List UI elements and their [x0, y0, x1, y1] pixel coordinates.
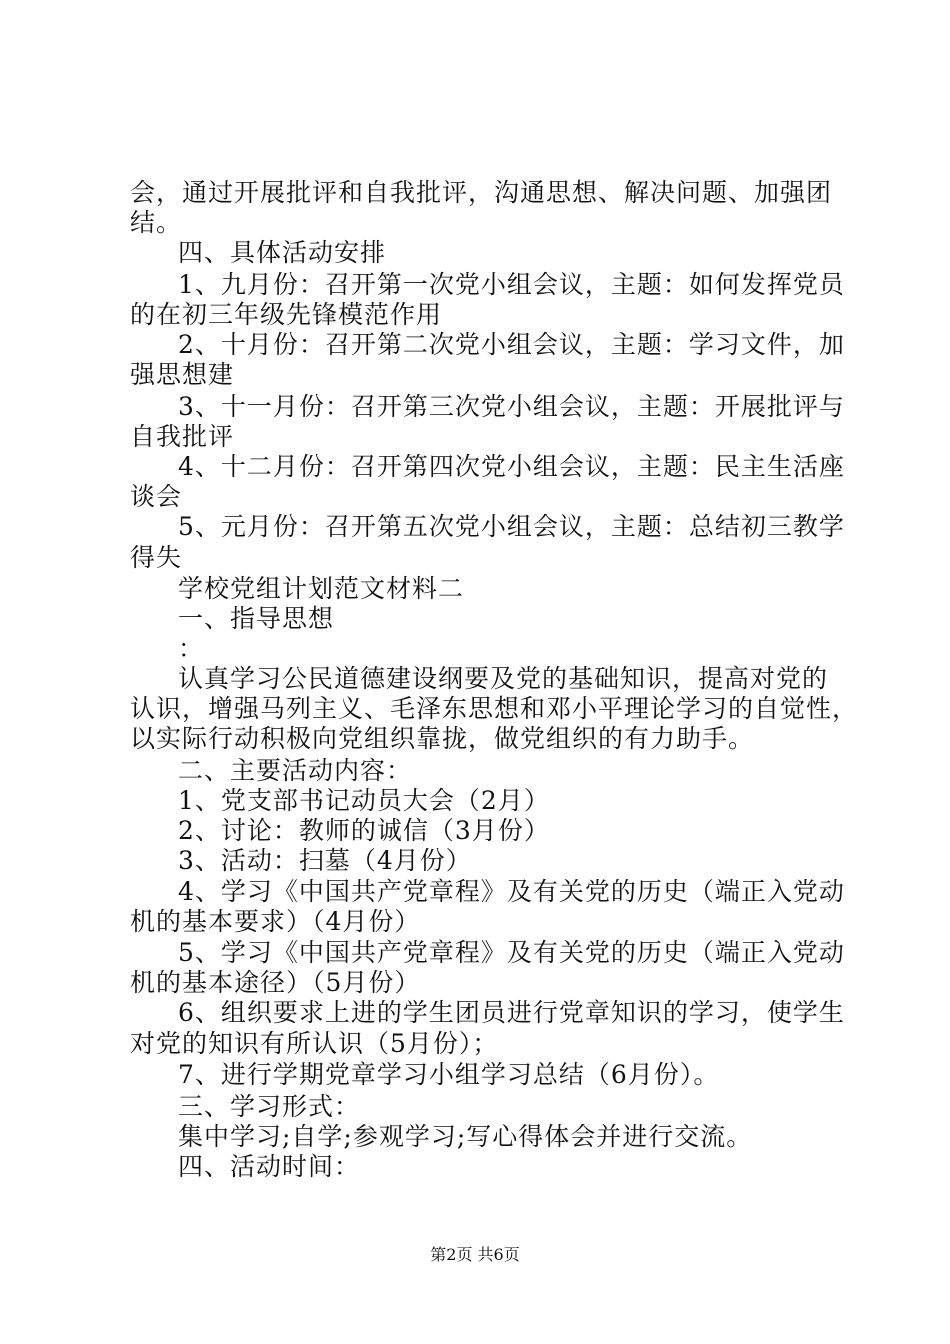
text-line: 以实际行动积极向党组织靠拢，做党组织的有力助手。: [130, 724, 755, 753]
text-line: 1、九月份：召开第一次党小组会议，主题：如何发挥党员: [178, 270, 845, 299]
page-footer: 第2页 共6页: [430, 1245, 520, 1264]
text-line: 2、十月份：召开第二次党小组会议，主题：学习文件，加: [178, 330, 845, 359]
text-line: 强思想建: [130, 360, 235, 389]
text-line: 会，通过开展批评和自我批评，沟通思想、解决问题、加强团: [130, 178, 833, 207]
list-item: 6、组织要求上进的学生团员进行党章知识的学习，使学生: [178, 998, 845, 1027]
document-subtitle: 学校党组计划范文材料二: [178, 574, 465, 603]
text-line: 认真学习公民道德建设纲要及党的基础知识，提高对党的: [178, 664, 829, 693]
text-line: 的在初三年级先锋模范作用: [130, 300, 443, 329]
text-line: 自我批评: [130, 422, 235, 451]
section-heading: 四、具体活动安排: [178, 238, 387, 267]
list-item: 1、党支部书记动员大会（2月）: [178, 786, 550, 815]
text-line: 谈会: [130, 482, 183, 511]
text-line: 3、十一月份：召开第三次党小组会议，主题：开展批评与: [178, 392, 845, 421]
text-line: 5、元月份：召开第五次党小组会议，主题：总结初三教学: [178, 512, 845, 541]
text-line: 认识，增强马列主义、毛泽东思想和邓小平理论学习的自觉性，: [130, 694, 859, 723]
section-heading: 四、活动时间：: [178, 1152, 361, 1181]
section-heading: 一、指导思想: [178, 604, 335, 633]
text-line: 得失: [130, 543, 183, 572]
text-line: 机的基本途径）（5月份）: [130, 968, 421, 997]
text-line: 4、十二月份：召开第四次党小组会议，主题：民主生活座: [178, 452, 845, 481]
text-line: 集中学习;自学;参观学习;写心得体会并进行交流。: [178, 1122, 753, 1151]
list-item: 5、学习《中国共产党章程》及有关党的历史（端正入党动: [178, 938, 845, 967]
section-heading: 二、主要活动内容：: [178, 756, 413, 785]
text-line: 对党的知识有所认识（5月份）；: [130, 1029, 499, 1058]
list-item: 3、活动：扫墓（4月份）: [178, 846, 472, 875]
text-line: 结。: [130, 208, 183, 237]
list-item: 2、讨论：教师的诚信（3月份）: [178, 816, 550, 845]
section-heading: 三、学习形式：: [178, 1092, 361, 1121]
list-item: 4、学习《中国共产党章程》及有关党的历史（端正入党动: [178, 877, 845, 906]
text-line: 机的基本要求）（4月份）: [130, 907, 421, 936]
list-item: 7、进行学期党章学习小组学习总结（6月份）。: [178, 1060, 720, 1089]
text-line: ：: [178, 634, 205, 663]
